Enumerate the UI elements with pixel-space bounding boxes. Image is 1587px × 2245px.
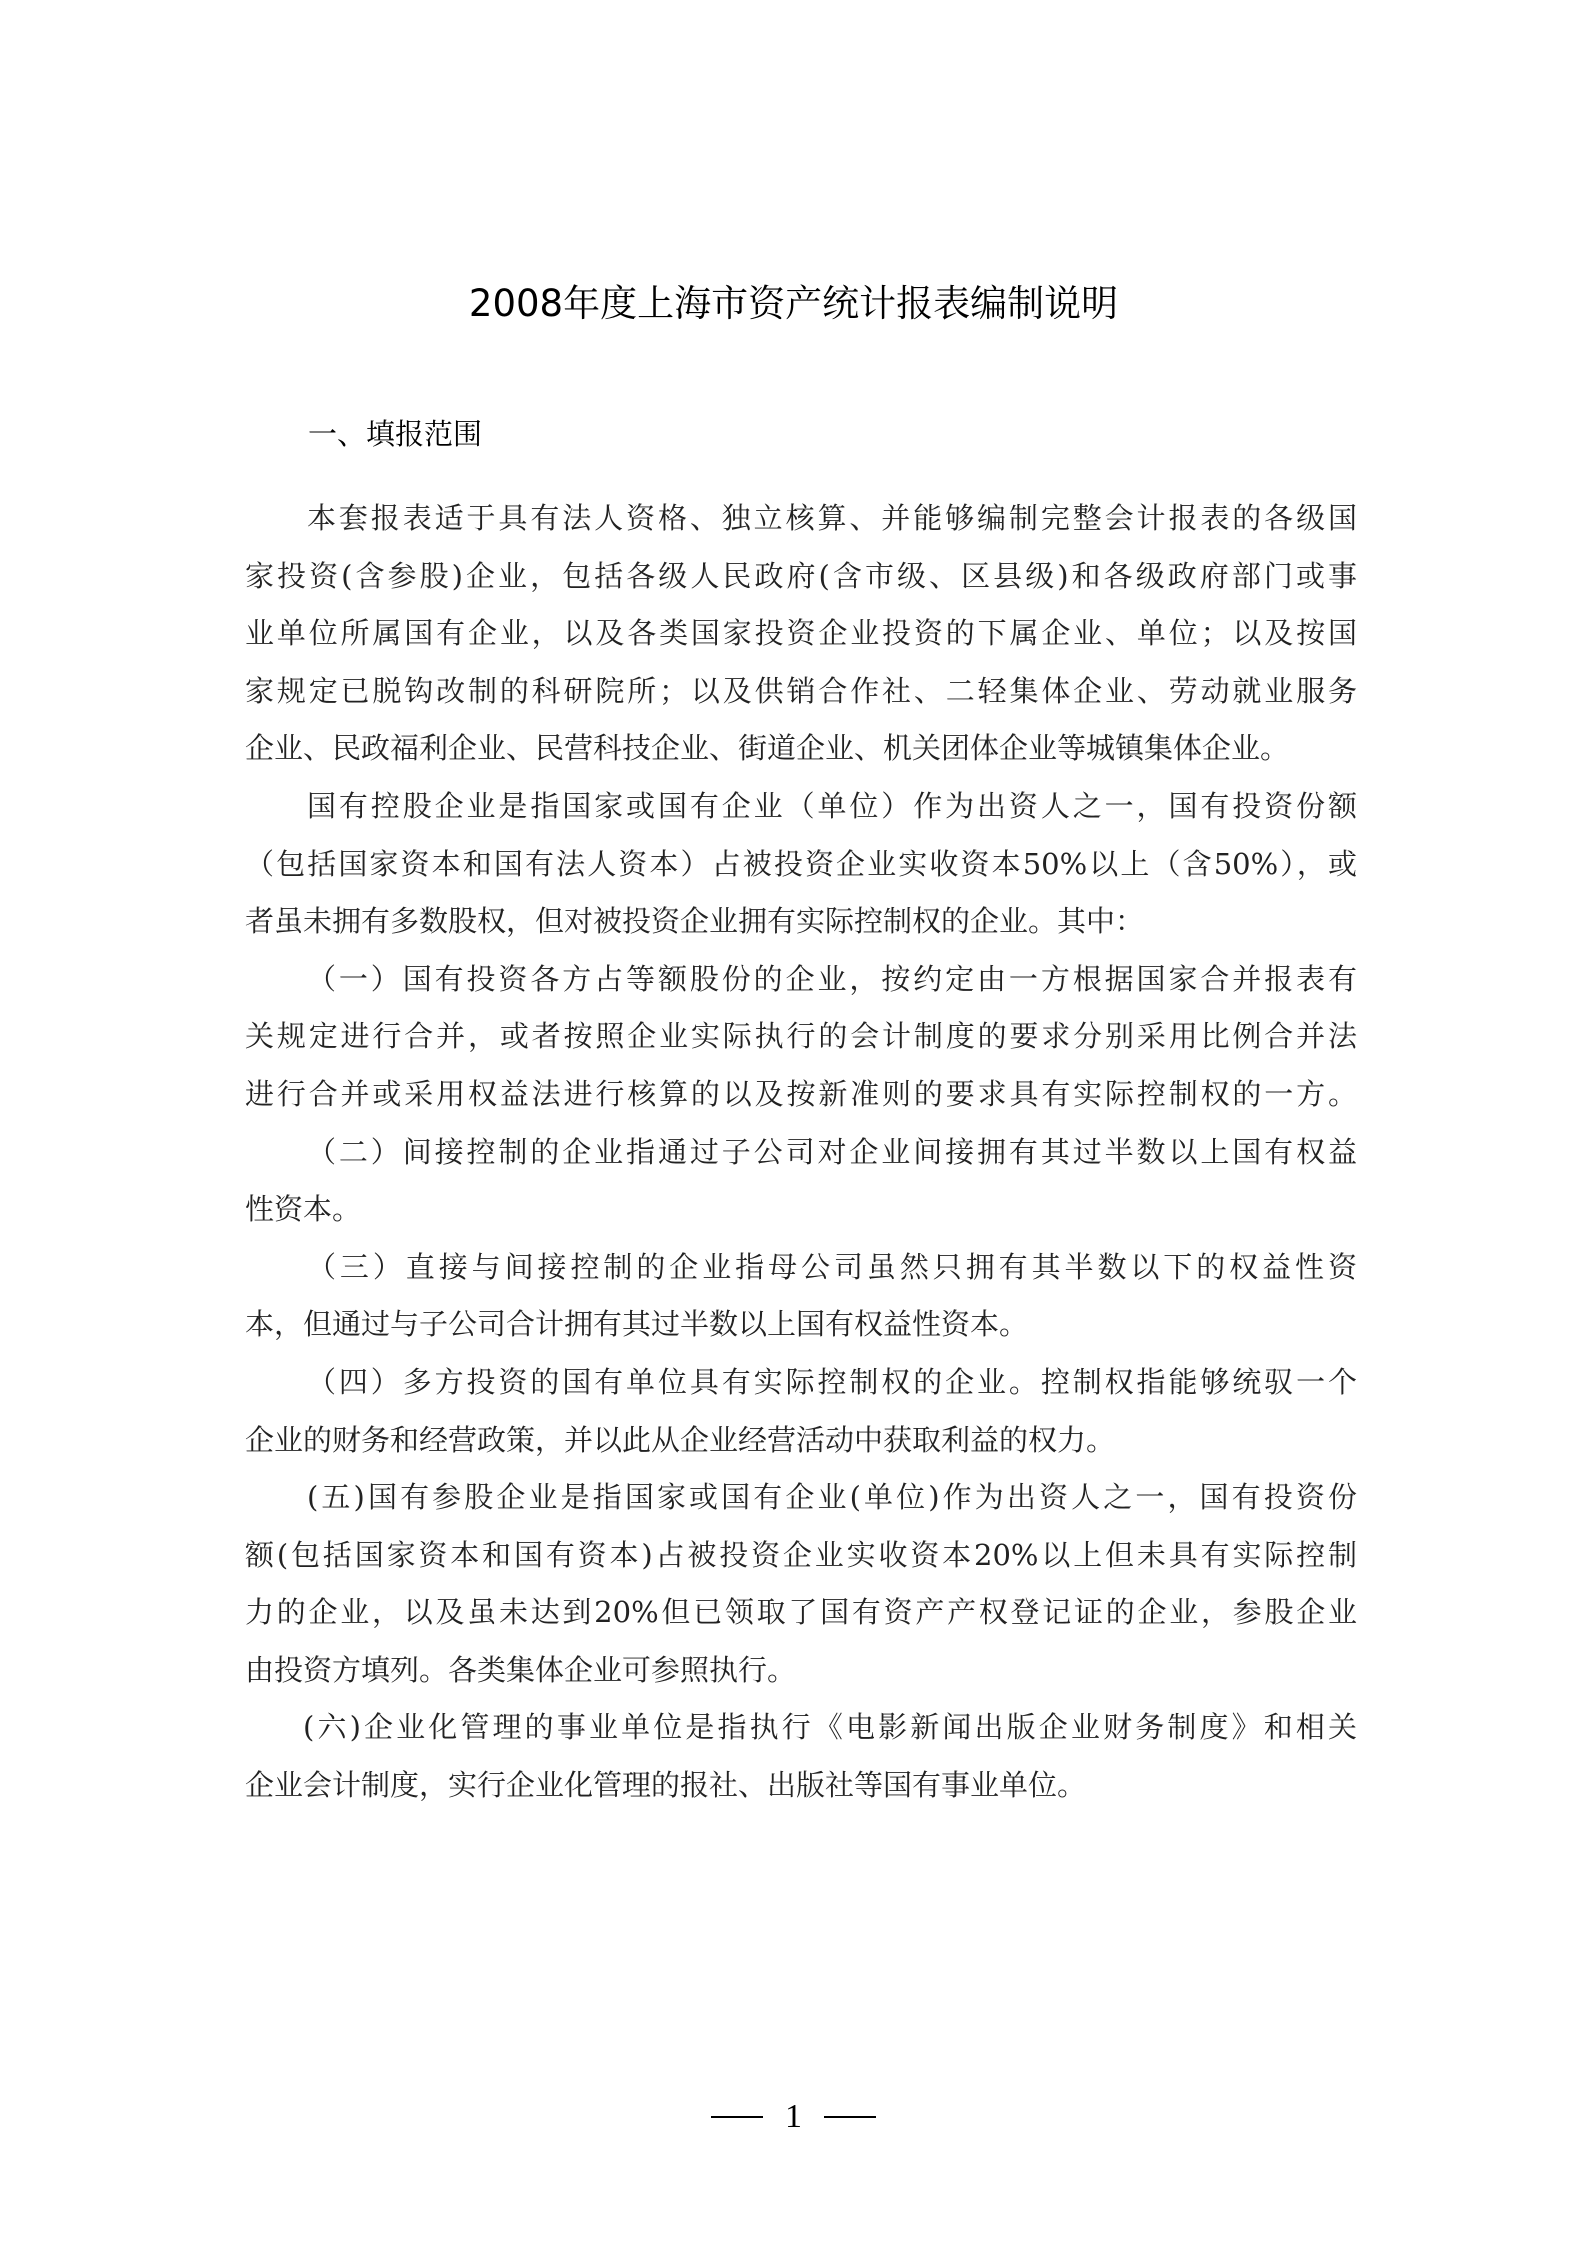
paragraph-line: 者虽未拥有多数股权，但对被投资企业拥有实际控制权的企业。其中： (245, 904, 1145, 939)
paragraph-line: 业单位所属国有企业，以及各类国家投资企业投资的下属企业、单位；以及按国 (245, 616, 1357, 651)
paragraph-line: 企业、民政福利企业、民营科技企业、街道企业、机关团体企业等城镇集体企业。 (245, 731, 1290, 766)
paragraph-line: 本套报表适于具有法人资格、独立核算、并能够编制完整会计报表的各级国 (307, 501, 1357, 535)
paragraph-line: （一）国有投资各方占等额股份的企业，按约定由一方根据国家合并报表有 (307, 961, 1357, 996)
paragraph-line: 国有控股企业是指国家或国有企业（单位）作为出资人之一，国有投资份额 (307, 788, 1357, 823)
paragraph-line: 力的企业，以及虽未达到20%但已领取了国有资产产权登记证的企业，参股企业 (245, 1595, 1357, 1630)
paragraph-line: 企业会计制度，实行企业化管理的报社、出版社等国有事业单位。 (245, 1768, 1087, 1803)
paragraph-line: 家投资(含参股)企业，包括各级人民政府(含市级、区县级)和各级政府部门或事 (245, 558, 1357, 593)
paragraph-line: （包括国家资本和国有法人资本）占被投资企业实收资本50%以上（含50%），或 (245, 846, 1357, 881)
em-dash-left (711, 2116, 763, 2118)
section-heading: 一、填报范围 (308, 417, 483, 451)
paragraph-line: 企业的财务和经营政策，并以此从企业经营活动中获取利益的权力。 (245, 1422, 1116, 1457)
document-body (245, 490, 1357, 1815)
document-title: 2008年度上海市资产统计报表编制说明 (468, 282, 1119, 325)
paragraph-line: 进行合并或采用权益法进行核算的以及按新准则的要求具有实际控制权的一方。 (245, 1076, 1357, 1111)
paragraph-line: (五)国有参股企业是指国家或国有企业(单位)作为出资人之一，国有投资份 (307, 1480, 1357, 1515)
em-dash-right (824, 2116, 876, 2118)
paragraph-line: （四）多方投资的国有单位具有实际控制权的企业。控制权指能够统驭一个 (307, 1364, 1357, 1399)
paragraph-line: （三）直接与间接控制的企业指母公司虽然只拥有其半数以下的权益性资 (307, 1249, 1357, 1284)
paragraph-line: 家规定已脱钩改制的科研院所；以及供销合作社、二轻集体企业、劳动就业服务 (245, 673, 1357, 708)
paragraph-line: 性资本。 (245, 1192, 362, 1227)
paragraph-line: （二）间接控制的企业指通过子公司对企业间接拥有其过半数以上国有权益 (307, 1134, 1357, 1169)
page-number-footer (0, 2092, 1587, 2142)
paragraph-line: 关规定进行合并，或者按照企业实际执行的会计制度的要求分别采用比例合并法 (245, 1019, 1357, 1054)
paragraph-line: (六)企业化管理的事业单位是指执行《电影新闻出版企业财务制度》和相关 (303, 1710, 1357, 1745)
paragraph-line: 额(包括国家资本和国有资本)占被投资企业实收资本20%以上但未具有实际控制 (245, 1537, 1357, 1572)
paragraph-line: 本，但通过与子公司合计拥有其过半数以上国有权益性资本。 (245, 1307, 1029, 1342)
page-number: 1 (785, 2098, 802, 2135)
paragraph-line: 由投资方填列。各类集体企业可参照执行。 (245, 1652, 797, 1687)
